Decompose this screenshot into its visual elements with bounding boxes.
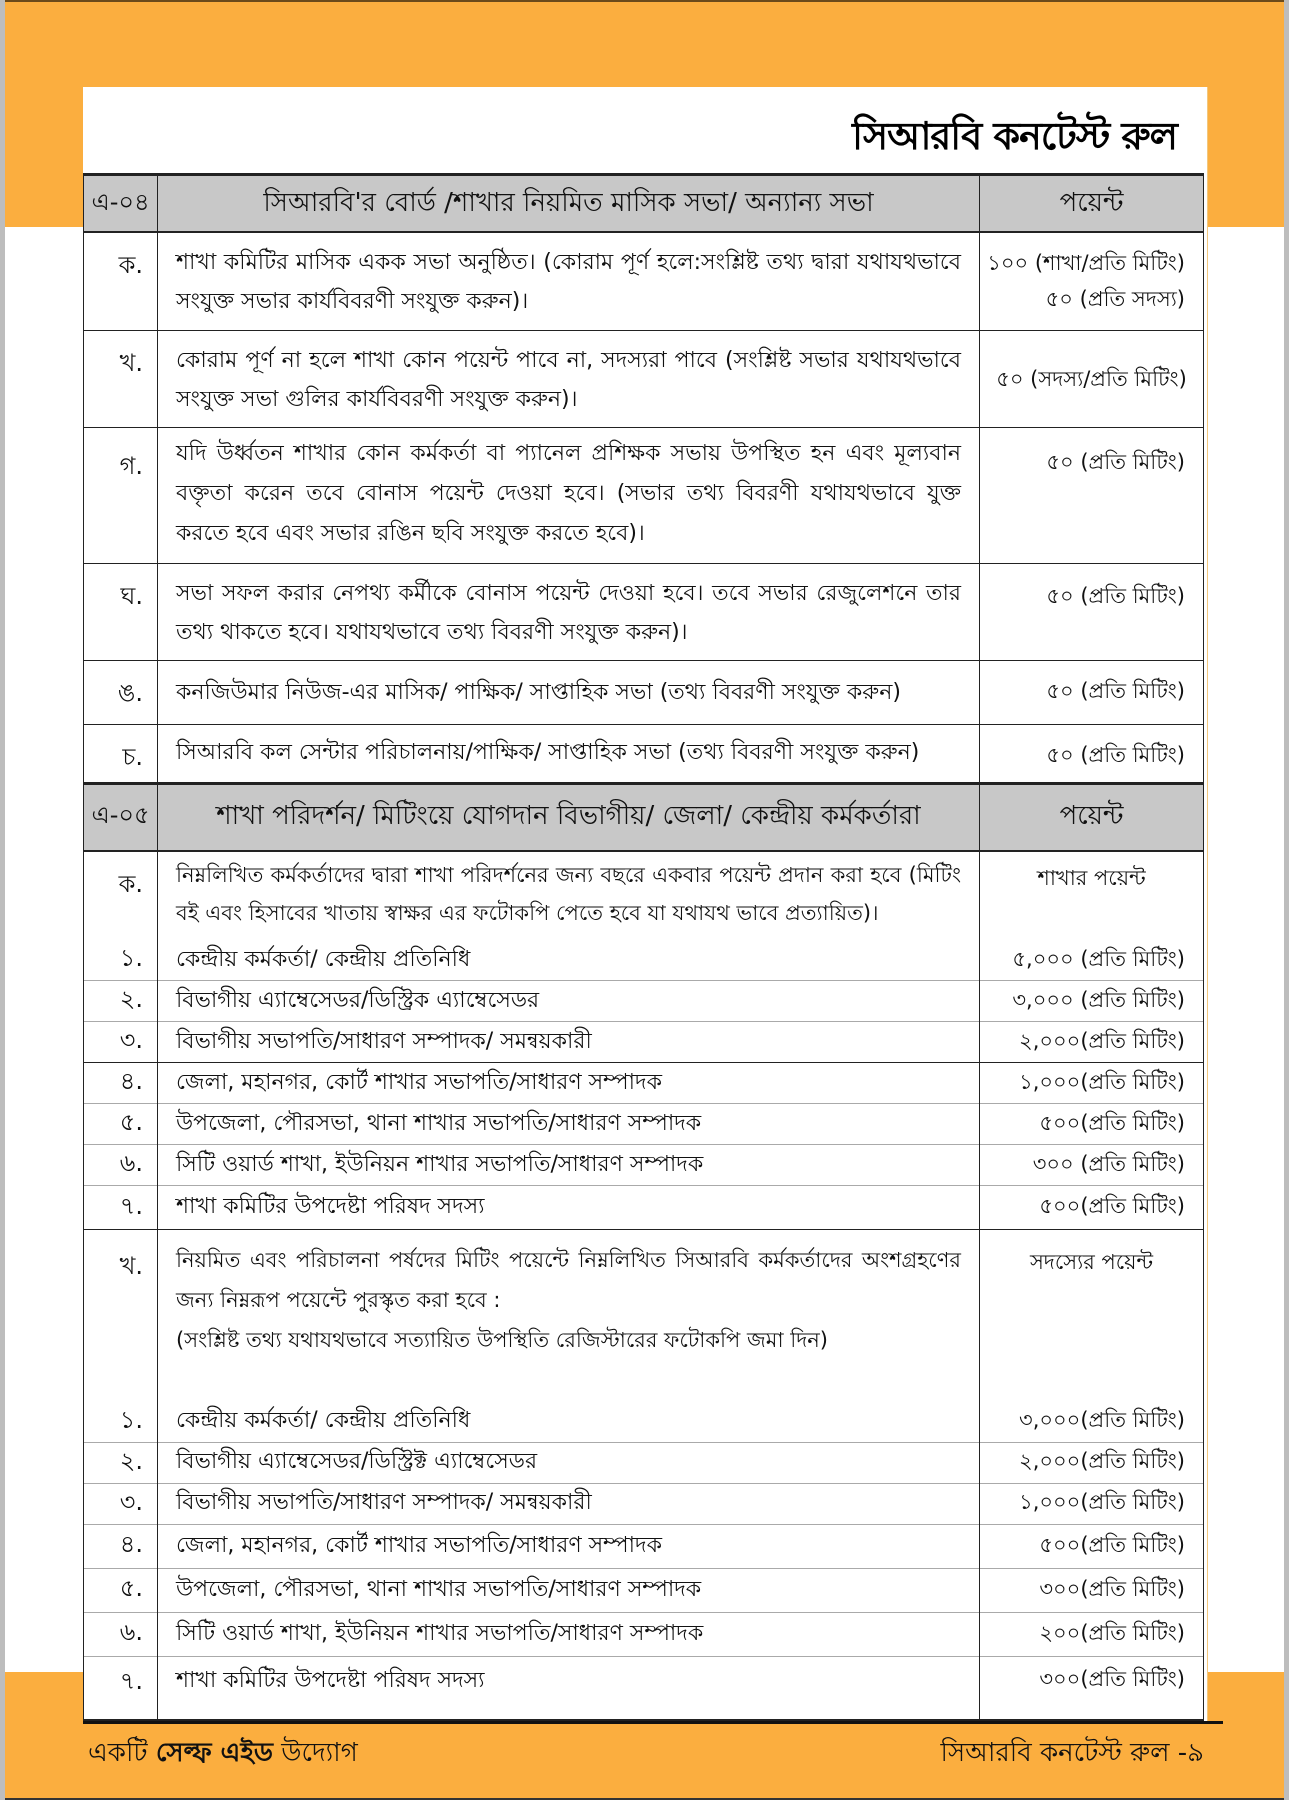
rule-points: ৫০ (প্রতি মিটিং) bbox=[980, 660, 1204, 724]
rule-row bbox=[84, 330, 1204, 427]
points-value: ৫০ (সদস্য/প্রতি মিটিং) bbox=[996, 366, 1187, 391]
section-topic: শাখা পরিদর্শন/ মিটিংয়ে যোগদান বিভাগীয়/ জেলা/ কেন্দ্রীয় কর্মকর্তারা bbox=[158, 783, 980, 851]
item-number: ৩. bbox=[84, 1483, 158, 1524]
rule-text bbox=[158, 1230, 980, 1402]
rule-note: (সংশ্লিষ্ট তথ্য যথাযথভাবে সত্যায়িত উপস্থিতি রেজিস্টারের ফটোকপি জমা দিন) bbox=[176, 1328, 828, 1352]
rule-label: ঘ. bbox=[84, 563, 158, 660]
rule-label: খ. bbox=[84, 330, 158, 427]
item-text: কেন্দ্রীয় কর্মকর্তা/ কেন্দ্রীয় প্রতিনিধি bbox=[158, 940, 980, 981]
rule-points: ৫০ (প্রতি মিটিং) bbox=[980, 724, 1204, 783]
item-text: কেন্দ্রীয় কর্মকর্তা/ কেন্দ্রীয় প্রতিনিধি bbox=[158, 1402, 980, 1443]
item-text: শাখা কমিটির উপদেষ্টা পরিষদ সদস্য bbox=[158, 1186, 980, 1230]
item-points: ৩০০(প্রতি মিটিং) bbox=[980, 1568, 1204, 1612]
item-number: ৭. bbox=[84, 1186, 158, 1230]
points-member: ৫০ (প্রতি সদস্য) bbox=[1045, 287, 1185, 311]
item-number: ৪. bbox=[84, 1063, 158, 1104]
rule-text: নিম্নলিখিত কর্মকর্তাদের দ্বারা শাখা পরিদর্শনের জন্য বছরে একবার পয়েন্ট প্রদান করা হবে (মিটিং বই এবং হিসাবের খাতায় স্বাক্ষর এর ফটোকপি পেতে হবে যা যথাযথ ভাবে প্রত্যায়িত)। bbox=[158, 851, 980, 940]
item-points: ৩০০(প্রতি মিটিং) bbox=[980, 1656, 1204, 1720]
item-text: বিভাগীয় এ্যাম্বেসেডর/ডিস্ট্রিক এ্যাম্বেসেডর bbox=[158, 981, 980, 1022]
item-number: ৫. bbox=[84, 1568, 158, 1612]
section-header-a05 bbox=[84, 783, 1204, 851]
branch-points-header: শাখার পয়েন্ট bbox=[980, 851, 1204, 940]
rule-text: শাখা কমিটির মাসিক একক সভা অনুষ্ঠিত। (কোরাম পূর্ণ হলে:সংশ্লিষ্ট তথ্য দ্বারা যথাযথভাবে সংযুক্ত সভার কার্যবিবরণী সংযুক্ত করুন)। bbox=[158, 232, 980, 330]
item-row bbox=[84, 1104, 1204, 1145]
item-points: ৫,০০০ (প্রতি মিটিং) bbox=[980, 940, 1204, 981]
item-row bbox=[84, 1524, 1204, 1568]
page-edge-left bbox=[0, 0, 5, 1800]
item-number: ৬. bbox=[84, 1612, 158, 1656]
section-code: এ-০৪ bbox=[84, 175, 158, 233]
item-row bbox=[84, 1656, 1204, 1720]
item-row bbox=[84, 1612, 1204, 1656]
item-text: উপজেলা, পৌরসভা, থানা শাখার সভাপতি/সাধারণ সম্পাদক bbox=[158, 1568, 980, 1612]
rule-description: নিয়মিত এবং পরিচালনা পর্ষদের মিটিং পয়েন্টে নিম্নলিখিত সিআরবি কর্মকর্তাদের অংশগ্রহণের জন্য নিম্নরূপ পয়েন্টে পুরস্কৃত করা হবে : bbox=[176, 1248, 961, 1312]
item-row bbox=[84, 1063, 1204, 1104]
rule-points bbox=[980, 232, 1204, 330]
footer-tagline-bold: সেল্ফ এইড bbox=[155, 1738, 273, 1768]
item-number: ৬. bbox=[84, 1145, 158, 1186]
section-topic: সিআরবি'র বোর্ড /শাখার নিয়মিত মাসিক সভা/ অন্যান্য সভা bbox=[158, 175, 980, 233]
item-number: ২. bbox=[84, 981, 158, 1022]
item-points: ২,০০০(প্রতি মিটিং) bbox=[980, 1022, 1204, 1063]
rule-label: ক. bbox=[84, 232, 158, 330]
item-row bbox=[84, 1568, 1204, 1612]
item-number: ১. bbox=[84, 940, 158, 981]
item-number: ৩. bbox=[84, 1022, 158, 1063]
item-points: ১,০০০(প্রতি মিটিং) bbox=[980, 1063, 1204, 1104]
footer-tagline-suffix: উদ্যোগ bbox=[281, 1738, 358, 1768]
footer-divider bbox=[83, 1721, 1223, 1724]
rules-table bbox=[83, 173, 1204, 1722]
item-number: ২. bbox=[84, 1442, 158, 1483]
rule-label: ক. bbox=[84, 851, 158, 940]
rule-label: চ. bbox=[84, 724, 158, 783]
item-points: ৫০০(প্রতি মিটিং) bbox=[980, 1186, 1204, 1230]
points-branch: ১০০ (শাখা/প্রতি মিটিং) bbox=[987, 251, 1185, 275]
content-panel bbox=[83, 87, 1208, 1722]
item-row bbox=[84, 1022, 1204, 1063]
item-row bbox=[84, 940, 1204, 981]
rule-points: ৫০ (প্রতি মিটিং) bbox=[980, 427, 1204, 563]
item-text: জেলা, মহানগর, কোর্ট শাখার সভাপতি/সাধারণ সম্পাদক bbox=[158, 1063, 980, 1104]
rule-row bbox=[84, 427, 1204, 563]
rule-text: যদি উর্ধ্বতন শাখার কোন কর্মকর্তা বা প্যানেল প্রশিক্ষক সভায় উপস্থিত হন এবং মূল্যবান বক্তৃতা করেন তবে বোনাস পয়েন্ট দেওয়া হবে। (সভার তথ্য বিবরণী যথাযথভাবে যুক্ত করতে হবে এবং সভার রঙিন ছবি সংযুক্ত করতে হবে)। bbox=[158, 427, 980, 563]
item-row bbox=[84, 1402, 1204, 1443]
item-points: ৩০০ (প্রতি মিটিং) bbox=[980, 1145, 1204, 1186]
rule-points: ৫০ (প্রতি মিটিং) bbox=[980, 563, 1204, 660]
item-text: শাখা কমিটির উপদেষ্টা পরিষদ সদস্য bbox=[158, 1656, 980, 1720]
rule-row bbox=[84, 851, 1204, 940]
item-points: ৩,০০০ (প্রতি মিটিং) bbox=[980, 981, 1204, 1022]
item-number: ৭. bbox=[84, 1656, 158, 1720]
item-text: বিভাগীয় সভাপতি/সাধারণ সম্পাদক/ সমন্বয়কারী bbox=[158, 1022, 980, 1063]
item-row bbox=[84, 1145, 1204, 1186]
rule-label: ঙ. bbox=[84, 660, 158, 724]
section-header-a04 bbox=[84, 175, 1204, 233]
item-text: সিটি ওয়ার্ড শাখা, ইউনিয়ন শাখার সভাপতি/সাধারণ সম্পাদক bbox=[158, 1145, 980, 1186]
item-text: বিভাগীয় এ্যাম্বেসেডর/ডিস্ট্রিক্ট এ্যাম্বেসেডর bbox=[158, 1442, 980, 1483]
top-border-line bbox=[5, 0, 1284, 2]
item-points: ১,০০০(প্রতি মিটিং) bbox=[980, 1483, 1204, 1524]
item-text: সিটি ওয়ার্ড শাখা, ইউনিয়ন শাখার সভাপতি/সাধারণ সম্পাদক bbox=[158, 1612, 980, 1656]
item-points: ৫০০(প্রতি মিটিং) bbox=[980, 1524, 1204, 1568]
page-title: সিআরবি কনটেস্ট রুল bbox=[852, 114, 1177, 158]
points-column-header: পয়েন্ট bbox=[980, 175, 1204, 233]
item-number: ১. bbox=[84, 1402, 158, 1443]
item-text: জেলা, মহানগর, কোর্ট শাখার সভাপতি/সাধারণ সম্পাদক bbox=[158, 1524, 980, 1568]
item-row bbox=[84, 981, 1204, 1022]
page-edge-right bbox=[1284, 0, 1289, 1800]
item-text: উপজেলা, পৌরসভা, থানা শাখার সভাপতি/সাধারণ সম্পাদক bbox=[158, 1104, 980, 1145]
rule-row bbox=[84, 563, 1204, 660]
item-row bbox=[84, 1186, 1204, 1230]
item-row bbox=[84, 1442, 1204, 1483]
item-points: ২,০০০(প্রতি মিটিং) bbox=[980, 1442, 1204, 1483]
rule-text: কনজিউমার নিউজ-এর মাসিক/ পাক্ষিক/ সাপ্তাহিক সভা (তথ্য বিবরণী সংযুক্ত করুন) bbox=[158, 660, 980, 724]
footer-page-label: সিআরবি কনটেস্ট রুল -৯ bbox=[940, 1738, 1204, 1768]
points-column-header: পয়েন্ট bbox=[980, 783, 1204, 851]
footer-tagline bbox=[88, 1732, 358, 1776]
section-code: এ-০৫ bbox=[84, 783, 158, 851]
member-points-header: সদস্যের পয়েন্ট bbox=[980, 1230, 1204, 1402]
rule-row bbox=[84, 1230, 1204, 1402]
rule-row bbox=[84, 660, 1204, 724]
rule-points bbox=[980, 330, 1204, 427]
item-row bbox=[84, 1483, 1204, 1524]
item-points: ২০০(প্রতি মিটিং) bbox=[980, 1612, 1204, 1656]
rule-row bbox=[84, 232, 1204, 330]
footer-tagline-prefix: একটি bbox=[88, 1738, 148, 1768]
rule-text: কোরাম পূর্ণ না হলে শাখা কোন পয়েন্ট পাবে না, সদস্যরা পাবে (সংশ্লিষ্ট সভার যথাযথভাবে সংযুক্ত সভা গুলির কার্যবিবরণী সংযুক্ত করুন)। bbox=[158, 330, 980, 427]
rule-label: গ. bbox=[84, 427, 158, 563]
item-number: ৫. bbox=[84, 1104, 158, 1145]
rule-text: সিআরবি কল সেন্টার পরিচালনায়/পাক্ষিক/ সাপ্তাহিক সভা (তথ্য বিবরণী সংযুক্ত করুন) bbox=[158, 724, 980, 783]
item-text: বিভাগীয় সভাপতি/সাধারণ সম্পাদক/ সমন্বয়কারী bbox=[158, 1483, 980, 1524]
rule-text: সভা সফল করার নেপথ্য কর্মীকে বোনাস পয়েন্ট দেওয়া হবে। তবে সভার রেজুলেশনে তার তথ্য থাকতে হবে। যথাযথভাবে তথ্য বিবরণী সংযুক্ত করুন)। bbox=[158, 563, 980, 660]
item-points: ৫০০(প্রতি মিটিং) bbox=[980, 1104, 1204, 1145]
item-points: ৩,০০০(প্রতি মিটিং) bbox=[980, 1402, 1204, 1443]
rule-row bbox=[84, 724, 1204, 783]
item-number: ৪. bbox=[84, 1524, 158, 1568]
rule-label: খ. bbox=[84, 1230, 158, 1402]
